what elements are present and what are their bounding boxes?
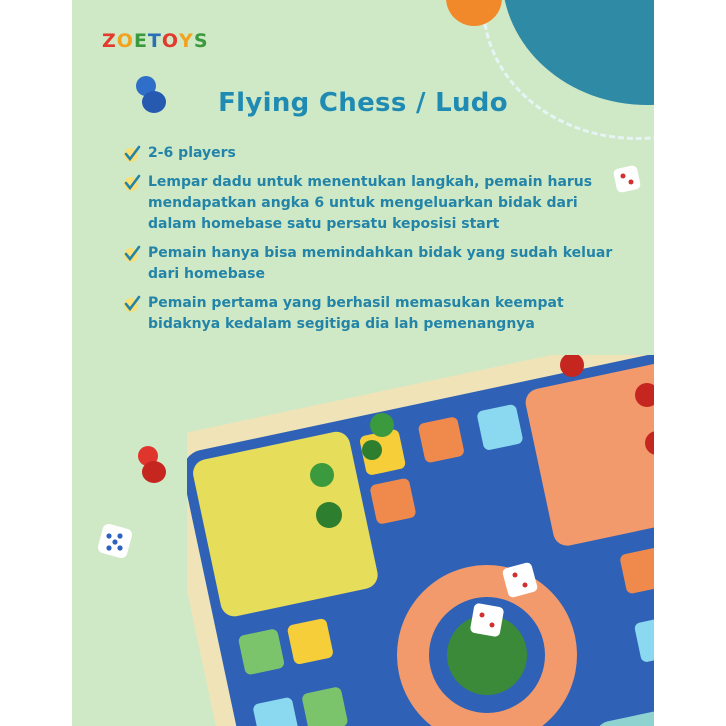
dice-icon bbox=[612, 164, 642, 194]
feature-list bbox=[122, 143, 622, 343]
checkmark-icon bbox=[122, 295, 142, 313]
logo-letter: E bbox=[133, 30, 148, 52]
product-title: Flying Chess / Ludo bbox=[218, 88, 508, 118]
feature-text: Pemain hanya bisa memindahkan bidak yang sudah keluar dari homebase bbox=[148, 245, 613, 282]
red-pawn-icon bbox=[134, 444, 168, 484]
logo-letter: O bbox=[161, 30, 180, 52]
dice-icon bbox=[96, 522, 134, 560]
logo-letter: Z bbox=[102, 30, 117, 52]
logo-letter: T bbox=[147, 30, 162, 52]
background-panel bbox=[72, 0, 654, 726]
checkmark-icon bbox=[122, 145, 142, 163]
feature-text: Lempar dadu untuk menentukan langkah, pemain harus mendapatkan angka 6 untuk mengeluarkan bidak dari dalam homebase satu persatu keposisi start bbox=[148, 174, 593, 232]
checkmark-icon bbox=[122, 245, 142, 263]
ludo-board-image bbox=[187, 355, 654, 726]
blue-pawn-icon bbox=[132, 74, 168, 114]
feature-text: 2-6 players bbox=[148, 145, 236, 161]
checkmark-icon bbox=[122, 174, 142, 192]
feature-item bbox=[122, 143, 622, 164]
logo-letter: S bbox=[193, 30, 209, 52]
decorative-dashed-arc bbox=[482, 0, 654, 140]
feature-text: Pemain pertama yang berhasil memasukan keempat bidaknya kedalam segitiga dia lah pemenangnya bbox=[148, 295, 564, 332]
brand-logo bbox=[102, 30, 209, 52]
right-margin bbox=[654, 0, 726, 726]
feature-item bbox=[122, 293, 622, 335]
logo-letter: O bbox=[116, 30, 134, 52]
feature-item bbox=[122, 243, 622, 285]
logo-letter: Y bbox=[179, 30, 194, 52]
feature-item bbox=[122, 172, 622, 235]
